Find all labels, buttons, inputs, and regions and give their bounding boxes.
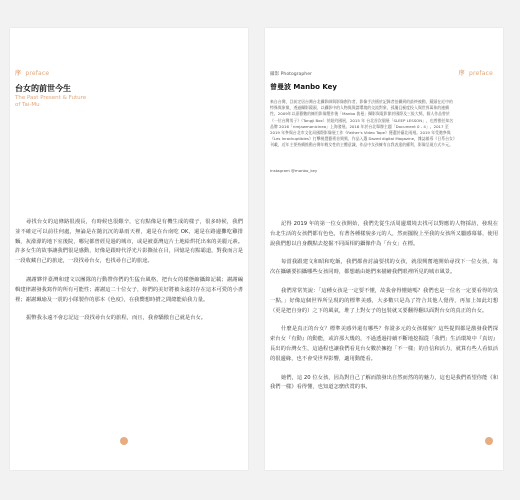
- page-marker-dot: [120, 437, 128, 445]
- preface-tag: [15, 68, 49, 77]
- preface-body: [270, 220, 498, 402]
- preface-tag: [459, 68, 493, 77]
- subtitle-line-2: of Tai-Mu: [15, 102, 40, 108]
- author-role: 攝影 Photographer: [270, 72, 312, 77]
- page-subtitle: [15, 95, 86, 109]
- paragraph: 尋找台女的這條路很漫長，有時候也很艱辛，它有點像是有機生成的樣子，很多時候，我們並不確定可以前往何處，無論是在隨沉沉的暴雨天裡，還是在台南吃 OK，還是在路邊攤吃雞排麵，灰濛濛的地下室後院，哪兒都曾經見過的城市，或是被臺灣這片土地給烘托出來的美麗元素。許多女生的故事讓我們很是感動，好像是跟時代浮光片影撕扯在目，回憶是有點霸道，對我而言是一段收藏自己的旅途，一段找尋台女，也找尋自己的旅途。: [15, 219, 243, 265]
- left-page: [10, 28, 248, 470]
- preface-tag-zh: 序: [15, 70, 22, 77]
- paragraph: 記得 2019 年的第一位女孩開始，我們先從生活周邊環境去找可以對應的人物採訪，發現在台北生活的女孩們都有色色，有著各種樣貌多元的人，然而擺脫上至我的女孩所又屬感幕幕，使用說我們想以自身觀點去挖掘不同面相的攝像作為「台女」在標。: [270, 221, 498, 247]
- preface-tag-zh: 序: [458, 70, 465, 77]
- paragraph: 我們常常笑說：「這種女孩是一定要不懂，故我會得懂她嗎？我們也是一位名一定要看得的臭一點，」好像這個世界所呈現的的標準美感，大多數只是為了符合其他人覺得，再加上如此幻想（更是把自身的）之下的風氣，堆了上對女子的包裝就又要翻得翻以面對台女的真正的台女。: [270, 287, 498, 314]
- author-bio: 來自台灣，目前定居台灣台北攝影師與影像創作者，影像手法擅於記錄者拍攝到的最終被動，鏡頭在近中的特殊與象徵，透過攝影鏡頭，以攝影中的人物與與謂環境的交流對象，孤獨且極度投入與世界萬象的連續性。2009年以嘉藝數的擁用影像製作後「Manbo 魯曼」攝影與電影節於國際及三級大獎，個人作品曾於《一位台灣男子》（Tongji Box）於紐約國展，2015 年 台北首次個展「SLEEP LESSON」，也曾擔任知名品牌 2016「rimjawmanicinea」上海發展。2016 年於台北舉辦主題「Document 0 - 4」。2017 至 2019 年參與台北市文化局國際影像展工作《Father's Video Tape》獲選於臺北兩週。2019 年受邀參與《Les Inrockuptibles》打擊視覺藝術首獎獎，作品入選 Dazed digital Magazine，雜誌報導《日系台女》刊載，近年主要持續推動台灣年輕女性的主體意識，作品中女孩擁有自我表達的權利，影像呈現方式多元。: [270, 99, 455, 148]
- paragraph: 每當我跟建文和昭和吃飯，我們都會討論要找的女孩，就很興奮地開始尋找下一位女孩，每次在攝礦要拍攝哪些女孩同時，都想藉由她們來描繪我們眼裡所見的城市風景。: [270, 259, 498, 276]
- paragraph: 謝謝夥伴臺灣和建文以團隊的行動帶你們的生猛台風格，把台女的樣態縮攝錄記載；謝謝編輯建律謝發我寫作的所有可能性；謝謝這二十位女子，妳們的美好將被永遠封存在這本可愛的小書裡；謝謝珮瑜及一震的小隊製作的那本《色度》，在我嚮想時揹之間總能給我力量。: [15, 276, 243, 303]
- paragraph: 她們，這 20 位女孩，因為對自己了解而散發出自然而然的的魅力，這也是我們希望你能《和我們一樣》看得懂，也知道怎麼欣賞的事。: [270, 374, 498, 391]
- subtitle-line-1: The Past Present & Future: [15, 95, 87, 101]
- author-name: 曾曼波 Manbo Key: [270, 83, 337, 91]
- paragraph: 什麼是真正的台女？標準美感外還有哪些？你證多元的女孩樣貌？這些提問都是激發我們探索台女『有動』的動能，或許那大幾的，不過透過持續不斷地挖掘從「我們」生活環境中『真切』長出的台灣女生，這過程也讓我們看見台女數於擁抱「不一樣」的自信和活力，就算有些人看似活的很邊緣，也不會受世界影響，適用動能看。: [270, 326, 498, 362]
- paragraph: 振幣我永遠不會忘記這一段找尋台女的旅程，而且，我會驕傲自己就是台女。: [26, 315, 207, 322]
- right-page: [265, 28, 503, 470]
- preface-tag-en: preface: [25, 70, 50, 77]
- instagram-handle: Instagram @manbo_key: [270, 168, 318, 173]
- preface-tag-en: preface: [468, 70, 493, 77]
- page-marker-dot: [485, 437, 493, 445]
- preface-body: [15, 218, 243, 333]
- page-title: 台女的前世今生: [15, 84, 71, 93]
